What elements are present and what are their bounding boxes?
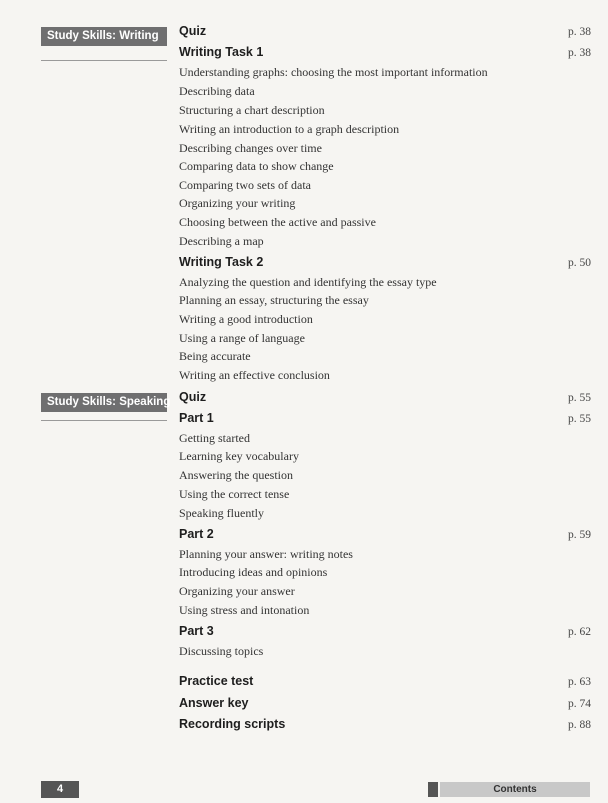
toc-page-number: p. 62: [568, 626, 591, 638]
toc-heading-text: Practice test: [179, 674, 254, 688]
toc-item[interactable]: [179, 141, 591, 159]
toc-page-number: p. 38: [568, 47, 591, 59]
toc-item[interactable]: [179, 215, 591, 233]
toc-page-number: p. 74: [568, 698, 591, 710]
toc-item-text: Using the correct tense: [179, 487, 290, 501]
toc-item[interactable]: [179, 565, 591, 583]
footer-marker: [428, 782, 438, 797]
toc-heading-text: Writing Task 2: [179, 255, 264, 269]
toc-item[interactable]: [179, 84, 591, 102]
toc-item-text: Being accurate: [179, 349, 251, 363]
toc-heading[interactable]: [179, 527, 591, 545]
toc-item-text: Getting started: [179, 431, 250, 445]
toc-item-text: Structuring a chart description: [179, 103, 325, 117]
toc-item[interactable]: [179, 603, 591, 621]
toc-item-text: Organizing your answer: [179, 584, 295, 598]
toc-item[interactable]: [179, 178, 591, 196]
toc-heading[interactable]: [179, 255, 591, 273]
toc-page-number: p. 38: [568, 26, 591, 38]
toc-heading-text: Answer key: [179, 696, 249, 710]
toc-item[interactable]: [179, 159, 591, 177]
toc-heading-text: Writing Task 1: [179, 45, 264, 59]
toc-item-text: Answering the question: [179, 468, 293, 482]
toc-item[interactable]: [179, 368, 591, 386]
section-divider-writing: [41, 60, 167, 61]
toc-heading[interactable]: [179, 24, 591, 42]
toc-page-number: p. 50: [568, 257, 591, 269]
toc-item[interactable]: [179, 487, 591, 505]
toc-item-text: Analyzing the question and identifying the essay type: [179, 275, 437, 289]
toc-heading[interactable]: [179, 411, 591, 429]
toc-item[interactable]: [179, 547, 591, 565]
toc-item[interactable]: [179, 122, 591, 140]
toc-item[interactable]: [179, 449, 591, 467]
toc-heading[interactable]: [179, 390, 591, 408]
toc-item-text: Writing an effective conclusion: [179, 368, 330, 382]
toc-item[interactable]: [179, 506, 591, 524]
toc-item[interactable]: [179, 584, 591, 602]
toc-item-text: Describing a map: [179, 234, 264, 248]
toc-page-number: p. 59: [568, 529, 591, 541]
toc-item[interactable]: [179, 234, 591, 252]
toc-heading-text: Part 2: [179, 527, 214, 541]
toc-item-text: Organizing your writing: [179, 196, 296, 210]
toc-page-number: p. 55: [568, 413, 591, 425]
toc-item[interactable]: [179, 65, 591, 83]
toc-item-text: Choosing between the active and passive: [179, 215, 376, 229]
toc-page-number: p. 55: [568, 392, 591, 404]
toc-heading-text: Quiz: [179, 24, 207, 38]
toc-item[interactable]: [179, 468, 591, 486]
toc-page-number: p. 63: [568, 676, 591, 688]
toc-item-text: Writing a good introduction: [179, 312, 313, 326]
toc-item[interactable]: [179, 349, 591, 367]
toc-item-text: Understanding graphs: choosing the most important information: [179, 65, 488, 79]
toc-item[interactable]: [179, 331, 591, 349]
toc-item-text: Speaking fluently: [179, 506, 264, 520]
toc-page-number: p. 88: [568, 719, 591, 731]
toc-item[interactable]: [179, 431, 591, 449]
toc-heading[interactable]: [179, 45, 591, 63]
section-label-writing: Study Skills: Writing: [41, 27, 167, 46]
footer-section-label: Contents: [440, 782, 590, 797]
toc-item-text: Writing an introduction to a graph description: [179, 122, 400, 136]
toc-heading[interactable]: [179, 717, 591, 735]
toc-heading[interactable]: [179, 624, 591, 642]
toc-heading-text: Recording scripts: [179, 717, 286, 731]
section-divider-speaking: [41, 420, 167, 421]
toc-item-text: Using stress and intonation: [179, 603, 310, 617]
toc-item-text: Comparing data to show change: [179, 159, 334, 173]
toc-item[interactable]: [179, 103, 591, 121]
footer-page-number: 4: [41, 781, 79, 798]
toc-item[interactable]: [179, 293, 591, 311]
toc-item[interactable]: [179, 196, 591, 214]
section-label-speaking: Study Skills: Speaking: [41, 393, 167, 412]
toc-item[interactable]: [179, 644, 591, 662]
toc-item-text: Introducing ideas and opinions: [179, 565, 328, 579]
toc-item-text: Planning an essay, structuring the essay: [179, 293, 369, 307]
toc-item-text: Using a range of language: [179, 331, 305, 345]
toc-heading-text: Part 1: [179, 411, 214, 425]
toc-heading[interactable]: [179, 696, 591, 714]
toc-item-text: Describing data: [179, 84, 255, 98]
toc-item-text: Describing changes over time: [179, 141, 322, 155]
toc-item[interactable]: [179, 312, 591, 330]
toc-item-text: Learning key vocabulary: [179, 449, 299, 463]
toc-heading-text: Quiz: [179, 390, 207, 404]
toc-heading[interactable]: [179, 674, 591, 692]
toc-item[interactable]: [179, 275, 591, 293]
toc-item-text: Comparing two sets of data: [179, 178, 311, 192]
toc-item-text: Planning your answer: writing notes: [179, 547, 353, 561]
toc-heading-text: Part 3: [179, 624, 214, 638]
toc-item-text: Discussing topics: [179, 644, 264, 658]
